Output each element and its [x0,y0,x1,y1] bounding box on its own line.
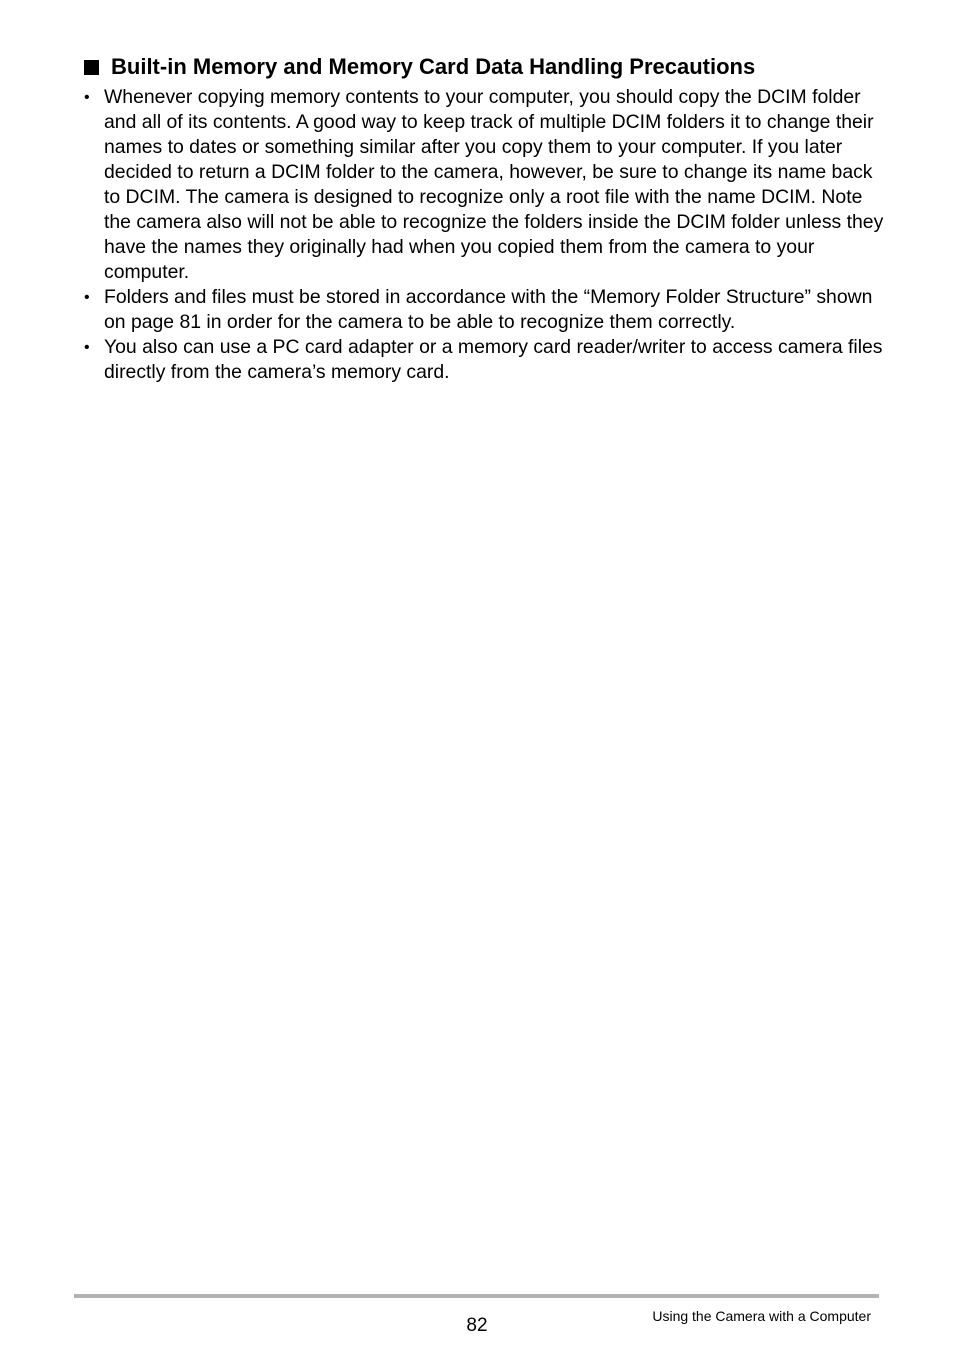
section-title: Built-in Memory and Memory Card Data Handling Precautions [111,54,756,79]
list-item-text: Folders and files must be stored in accordance with the “Memory Folder Structure” shown on page 81 in order for the camera to be able to recognize them correctly. [104,286,873,333]
list-item [84,285,884,335]
bullet-icon: • [84,289,90,306]
bullet-icon: • [84,89,90,106]
list-item-text: Whenever copying memory contents to your computer, you should copy the DCIM folder and all of its contents. A good way to keep track of multiple DCIM folders it to change their names to dates or something similar after you copy them to your computer. If you later decided to return a DCIM folder to the camera, however, be sure to change its name back to DCIM. The camera is designed to recognize only a root file with the name DCIM. Note the camera also will not be able to recognize the folders inside the DCIM folder unless they have the names they originally had when you copied them from the camera to your computer. [104,86,884,283]
precautions-list [84,85,884,385]
square-bullet-icon [84,60,99,75]
list-item-text: You also can use a PC card adapter or a memory card reader/writer to access camera files directly from the camera’s memory card. [104,336,883,383]
page-number: 82 [466,1315,488,1336]
footer-section-name: Using the Camera with a Computer [652,1308,871,1324]
list-item [84,85,884,285]
list-item [84,335,884,385]
bullet-icon: • [84,339,90,356]
footer-divider [74,1294,879,1298]
section-heading [84,52,884,82]
